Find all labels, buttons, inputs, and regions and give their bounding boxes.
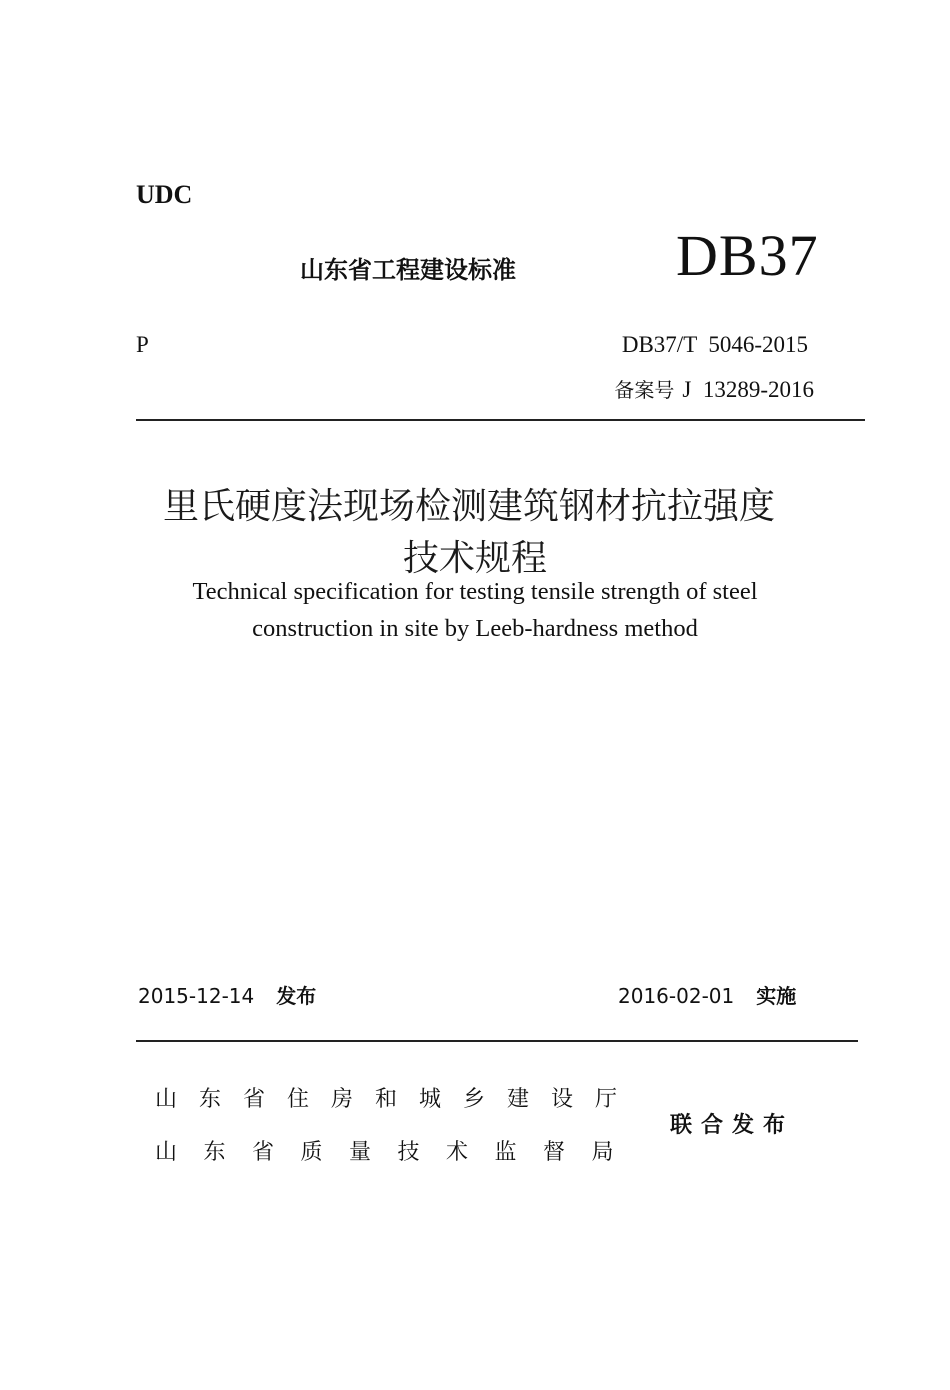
issue-date-line bbox=[138, 980, 316, 1009]
bottom-divider bbox=[136, 1040, 858, 1042]
record-number-value: J 13289-2016 bbox=[682, 377, 814, 402]
record-number-line bbox=[614, 374, 814, 403]
udc-label: UDC bbox=[136, 180, 193, 209]
implementation-date-line bbox=[618, 980, 796, 1009]
standard-number: DB37/T 5046-2015 bbox=[621, 332, 808, 357]
top-divider bbox=[136, 419, 865, 421]
classification-code: P bbox=[136, 332, 149, 357]
issue-date: 2015-12-14 bbox=[138, 984, 255, 1008]
issue-label: 发布 bbox=[276, 984, 317, 1008]
title-english-line2: construction in site by Leeb-hardness method bbox=[252, 615, 698, 642]
title-chinese-line1: 里氏硬度法现场检测建筑钢材抗拉强度 bbox=[162, 486, 775, 527]
publisher-line2: 山东省质量技术监督局 bbox=[155, 1140, 641, 1165]
standard-code-large: DB37 bbox=[676, 223, 819, 288]
joint-publication-label: 联合发布 bbox=[670, 1113, 795, 1138]
implementation-date: 2016-02-01 bbox=[618, 984, 735, 1008]
implementation-label: 实施 bbox=[756, 984, 797, 1008]
title-english-line1: Technical specification for testing tensile strength of steel bbox=[192, 578, 758, 605]
title-chinese-line2: 技术规程 bbox=[402, 538, 547, 579]
publisher-line1: 山东省住房和城乡建设厅 bbox=[155, 1087, 640, 1112]
record-number-label: 备案号 bbox=[614, 378, 675, 402]
standard-category-name: 山东省工程建设标准 bbox=[300, 256, 516, 284]
